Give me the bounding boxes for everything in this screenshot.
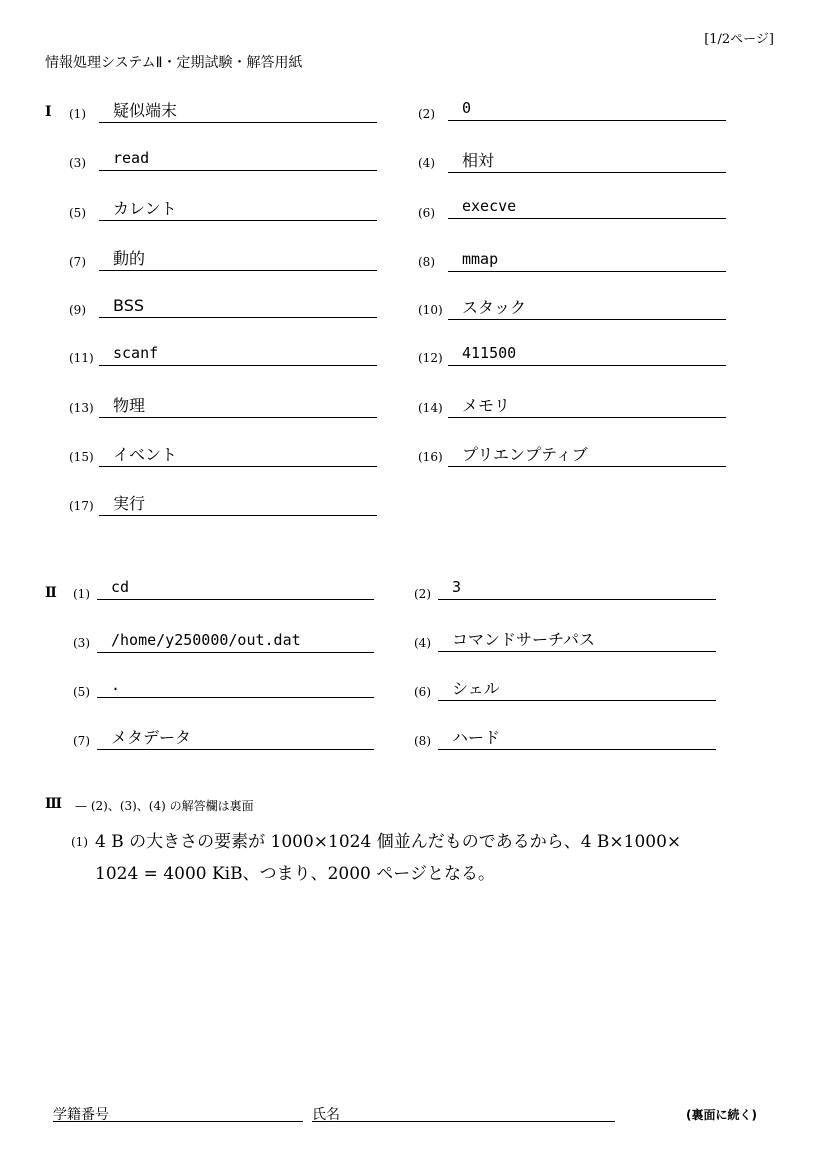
q3-1-number: (1): [71, 835, 88, 849]
section-2-label: Ⅱ: [45, 585, 57, 601]
q1-6-number: (6): [418, 206, 435, 220]
q1-17-answer-field[interactable]: 実行: [99, 494, 377, 516]
q2-2-answer-field[interactable]: 3: [438, 578, 716, 600]
q2-5-number: (5): [73, 685, 90, 699]
q1-13-number: (13): [69, 401, 94, 415]
q1-8-number: (8): [418, 255, 435, 269]
q1-3-number: (3): [69, 156, 86, 170]
q3-1-answer-line2: 1024 = 4000 KiB、つまり、2000 ページとなる。: [95, 864, 495, 884]
q1-4-number: (4): [418, 156, 435, 170]
q2-6-answer-field[interactable]: シェル: [438, 679, 716, 701]
q1-9-number: (9): [69, 303, 86, 317]
q2-3-number: (3): [73, 636, 90, 650]
q1-11-number: (11): [69, 351, 94, 365]
q2-5-answer-field[interactable]: .: [97, 676, 374, 698]
q2-6-number: (6): [414, 685, 431, 699]
q1-14-answer-field[interactable]: メモリ: [448, 396, 726, 418]
q2-8-answer-field[interactable]: ハード: [438, 728, 716, 750]
q2-4-answer-field[interactable]: コマンドサーチパス: [438, 630, 716, 652]
section-3-label: Ⅲ: [45, 796, 63, 812]
q1-15-number: (15): [69, 450, 94, 464]
q1-11-answer-field[interactable]: scanf: [99, 344, 377, 366]
q1-10-number: (10): [418, 303, 443, 317]
q1-2-number: (2): [418, 107, 435, 121]
continue-note: (裏面に続く): [686, 1108, 757, 1122]
q1-14-number: (14): [418, 401, 443, 415]
q1-15-answer-field[interactable]: イベント: [99, 445, 377, 467]
q1-5-number: (5): [69, 206, 86, 220]
q2-7-number: (7): [73, 734, 90, 748]
q1-8-answer-field[interactable]: mmap: [448, 250, 726, 272]
q3-1-answer-line1: 4 B の大きさの要素が 1000×1024 個並んだものであるから、4 B×1000×: [95, 832, 682, 852]
q1-12-number: (12): [418, 351, 443, 365]
q1-3-answer-field[interactable]: read: [99, 149, 377, 171]
name-field[interactable]: [312, 1121, 615, 1122]
page-indicator: [1/2ページ]: [704, 32, 774, 47]
q2-4-number: (4): [414, 636, 431, 650]
q1-16-answer-field[interactable]: プリエンプティブ: [448, 445, 726, 467]
q1-16-number: (16): [418, 450, 443, 464]
q1-5-answer-field[interactable]: カレント: [99, 199, 377, 221]
q1-12-answer-field[interactable]: 411500: [448, 344, 726, 366]
q1-1-number: (1): [69, 107, 86, 121]
q1-13-answer-field[interactable]: 物理: [99, 396, 377, 418]
q1-9-answer-field[interactable]: BSS: [99, 296, 377, 318]
q2-7-answer-field[interactable]: メタデータ: [97, 728, 374, 750]
q2-1-number: (1): [73, 587, 90, 601]
page-title: 情報処理システムⅡ・定期試験・解答用紙: [45, 55, 303, 71]
q2-8-number: (8): [414, 734, 431, 748]
q1-2-answer-field[interactable]: 0: [448, 99, 726, 121]
section-3-note: — (2)、(3)、(4) の解答欄は裏面: [75, 799, 254, 813]
student-id-label: 学籍番号: [53, 1107, 109, 1123]
q1-6-answer-field[interactable]: execve: [448, 197, 726, 219]
section-1-label: I: [45, 104, 52, 120]
q1-1-answer-field[interactable]: 疑似端末: [99, 101, 377, 123]
q1-7-number: (7): [69, 255, 86, 269]
q3-1-answer: [95, 826, 735, 890]
q1-17-number: (17): [69, 499, 94, 513]
q1-4-answer-field[interactable]: 相対: [448, 151, 726, 173]
student-id-field[interactable]: [53, 1121, 303, 1122]
q2-2-number: (2): [414, 587, 431, 601]
name-label: 氏名: [312, 1107, 340, 1123]
q2-1-answer-field[interactable]: cd: [97, 578, 374, 600]
q1-7-answer-field[interactable]: 動的: [99, 249, 377, 271]
q2-3-answer-field[interactable]: /home/y250000/out.dat: [97, 631, 374, 653]
q1-10-answer-field[interactable]: スタック: [448, 298, 726, 320]
